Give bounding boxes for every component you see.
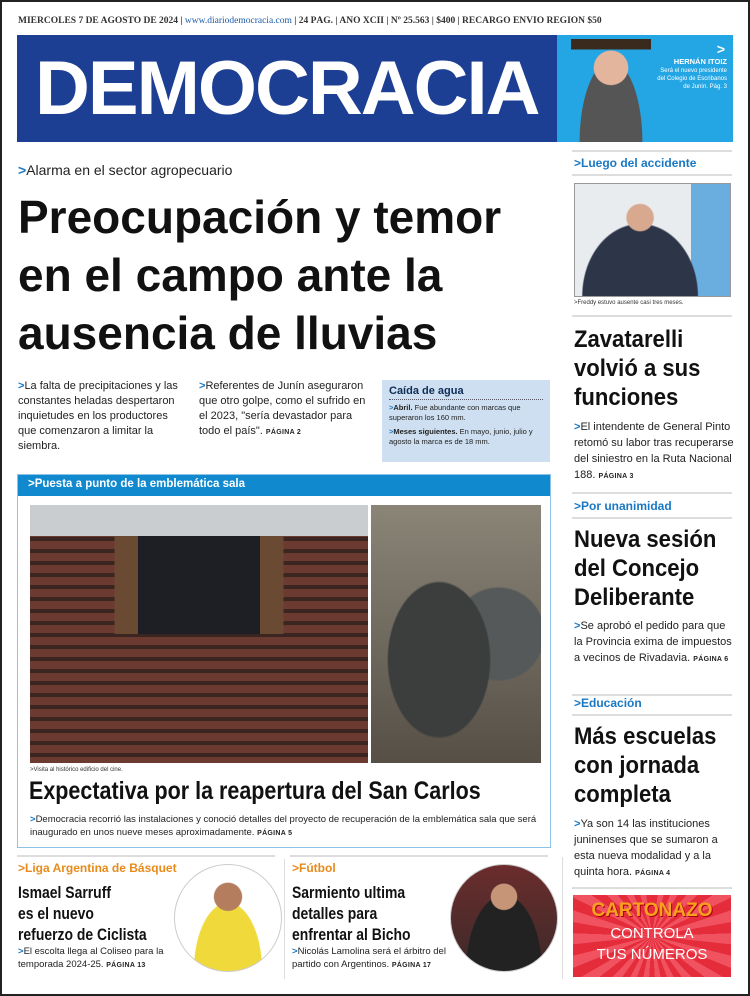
item-label: Abril. — [393, 403, 413, 412]
feature-deck: Democracia recorrió las instalaciones y conoció detalles del proyecto de recuperación de la emblemática sala que será inaugurado en unos nueve meses aproximadamente. — [30, 814, 537, 838]
headline-line: Ismael Sarruff — [18, 883, 111, 902]
page-ref: PÁGINA 6 — [693, 656, 729, 663]
masthead-banner — [17, 35, 733, 142]
price: $400 — [436, 16, 456, 26]
year: AÑO XCII — [339, 16, 384, 26]
page-ref: PÁGINA 2 — [265, 429, 302, 436]
website-link[interactable]: www.diariodemocracia.com — [184, 16, 292, 26]
portrait-photo — [571, 39, 651, 142]
deck-text: Referentes de Junín aseguraron que otro golpe, como el sufrido en el 2023, "sería devastador para todo el país". — [199, 380, 366, 437]
headline-line: enfrentar al Bicho — [292, 925, 411, 944]
photo-caption: >Visita al histórico edificio del cine. — [30, 767, 123, 773]
logo: DEMOCRACIA — [35, 46, 539, 131]
headline-line: con jornada — [574, 752, 700, 779]
item-text: En mayo, junio, julio y agosto la marca es de 18 mm. — [389, 427, 533, 446]
right-deck: Ya son 14 las instituciones juninenses que se sumaron a esta nueva modalidad y a la quinta hora. — [574, 818, 718, 878]
headline-line: Sarmiento ultima — [292, 883, 406, 902]
lead-deck-1: >La falta de precipitaciones y las constantes heladas despertaron inquietudes en los productores que comenzaron a limitar la siembra. — [18, 380, 178, 452]
headline-line: Deliberante — [574, 584, 695, 611]
right-headline-3[interactable] — [574, 722, 729, 809]
headline-line: refuerzo de Ciclista — [18, 925, 147, 944]
lead-deck-2: >Referentes de Junín aseguraron que otro golpe, como el sufrido en el 2023, "sería devastador para todo el país". PÁGINA 2 — [199, 380, 366, 437]
ad-line: TUS NÚMEROS — [596, 946, 708, 963]
page-ref: PÁGINA 17 — [391, 962, 432, 969]
dateline: MIÉRCOLES 7 DE AGOSTO DE 2024 | www.diariodemocracia.com | 24 PÁG. | AÑO XCII | Nº 25.563 | $400 | RECARGO ENVÍO REGIÓN $50 — [18, 16, 602, 26]
issue-number: Nº 25.563 — [390, 16, 430, 26]
bottom-headline-2[interactable] — [292, 882, 437, 945]
photo-caption: >Freddy estuvo ausente casi tres meses. — [574, 300, 684, 306]
page-ref: PÁGINA 13 — [106, 962, 146, 969]
item-label: Meses siguientes. — [393, 427, 458, 436]
bottom-headline-1[interactable] — [18, 882, 175, 945]
headline-line: Más escuelas — [574, 723, 717, 750]
right-deck: Se aprobó el pedido para que la Provincia exima de impuestos a vecinos de Rivadavia. — [574, 620, 732, 664]
page-ref: PÁGINA 3 — [598, 473, 634, 480]
headline-line: detalles para — [292, 904, 378, 923]
bottom-deck: El escolta llega al Coliseo para la temporada 2024-25. — [18, 946, 164, 970]
chevron-right-icon: > — [716, 41, 725, 57]
promo-itoiz[interactable] — [557, 35, 733, 142]
box-item: >Meses siguientes. En mayo, junio, julio y agosto la marca es de 18 mm. — [389, 427, 533, 446]
page-count: 24 PÁG. — [298, 16, 334, 26]
ad-brand: CARTONAZO — [591, 900, 713, 921]
headline-line: funciones — [574, 384, 679, 411]
bottom-kicker: >Liga Argentina de Básquet — [18, 861, 177, 875]
right-headline-2[interactable] — [574, 525, 729, 612]
headline-line: completa — [574, 781, 671, 808]
zavatarelli-photo — [574, 183, 731, 297]
surcharge: RECARGO ENVÍO REGIÓN $50 — [462, 16, 602, 26]
deck-text: La falta de precipitaciones y las constantes heladas despertaron inquietudes en los productores que comenzaron a limitar la siembra. — [18, 380, 178, 452]
item-text: Fue abundante con marcas que superaron los 160 mm. — [389, 403, 521, 422]
box-title: Caída de agua — [389, 385, 543, 400]
theater-photo — [30, 505, 368, 763]
ad-line: CONTROLA — [610, 925, 694, 942]
feature-headline[interactable]: Expectativa por la reapertura del San Carlos — [29, 777, 481, 805]
feature-bar: >Puesta a punto de la emblemática sala — [18, 475, 550, 496]
lead-headline[interactable]: Preocupación y temor en el campo ante la ausencia de lluvias — [18, 191, 502, 359]
feature-section: >Puesta a punto de la emblemática sala >Visita al histórico edificio del cine. Expectativa por la reapertura del San Carlos >Democracia recorrió las instalaciones y conoció detalles del proyecto de recuperación de la emblemática sala que será inaugurado en unos nueve meses aproximadamente. PÁGINA 5 — [17, 474, 551, 848]
bottom-kicker: >Fútbol — [292, 861, 336, 875]
projector-photo — [371, 505, 541, 763]
referee-photo — [450, 864, 558, 972]
headline-line: Nueva sesión — [574, 526, 717, 553]
sarruff-photo — [174, 864, 282, 972]
headline-line: Zavatarelli — [574, 326, 684, 353]
promo-text: Será el nuevo presidente del Colegio de Escribanos de Junín. Pág. 3 — [657, 68, 727, 90]
page-ref: PÁGINA 5 — [257, 830, 293, 837]
right-kicker: >Luego del accidente — [574, 156, 697, 170]
headline-line: volvió a sus — [574, 355, 701, 382]
headline-line: es el nuevo — [18, 904, 94, 923]
right-kicker: >Por unanimidad — [574, 499, 672, 513]
right-headline-1[interactable] — [574, 325, 711, 412]
right-deck: El intendente de General Pinto retomó su labor tras recuperarse del siniestro en la Ruta Nacional 188. — [574, 421, 734, 481]
headline-line: del Concejo — [574, 555, 700, 582]
bottom-deck: Nicolás Lamolina será el árbitro del partido con Argentinos. — [292, 946, 446, 970]
cartonazo-ad[interactable] — [573, 895, 731, 977]
rain-box — [382, 380, 550, 462]
promo-name: HERNÁN ITOIZ — [673, 57, 727, 66]
page-ref: PÁGINA 4 — [635, 870, 671, 877]
right-kicker: >Educación — [574, 696, 642, 710]
date: MIÉRCOLES 7 DE AGOSTO DE 2024 — [18, 16, 179, 26]
lead-kicker: >Alarma en el sector agropecuario — [18, 162, 233, 178]
kicker-text: Alarma en el sector agropecuario — [26, 162, 233, 178]
box-item: >Abril. Fue abundante con marcas que superaron los 160 mm. — [389, 403, 521, 422]
